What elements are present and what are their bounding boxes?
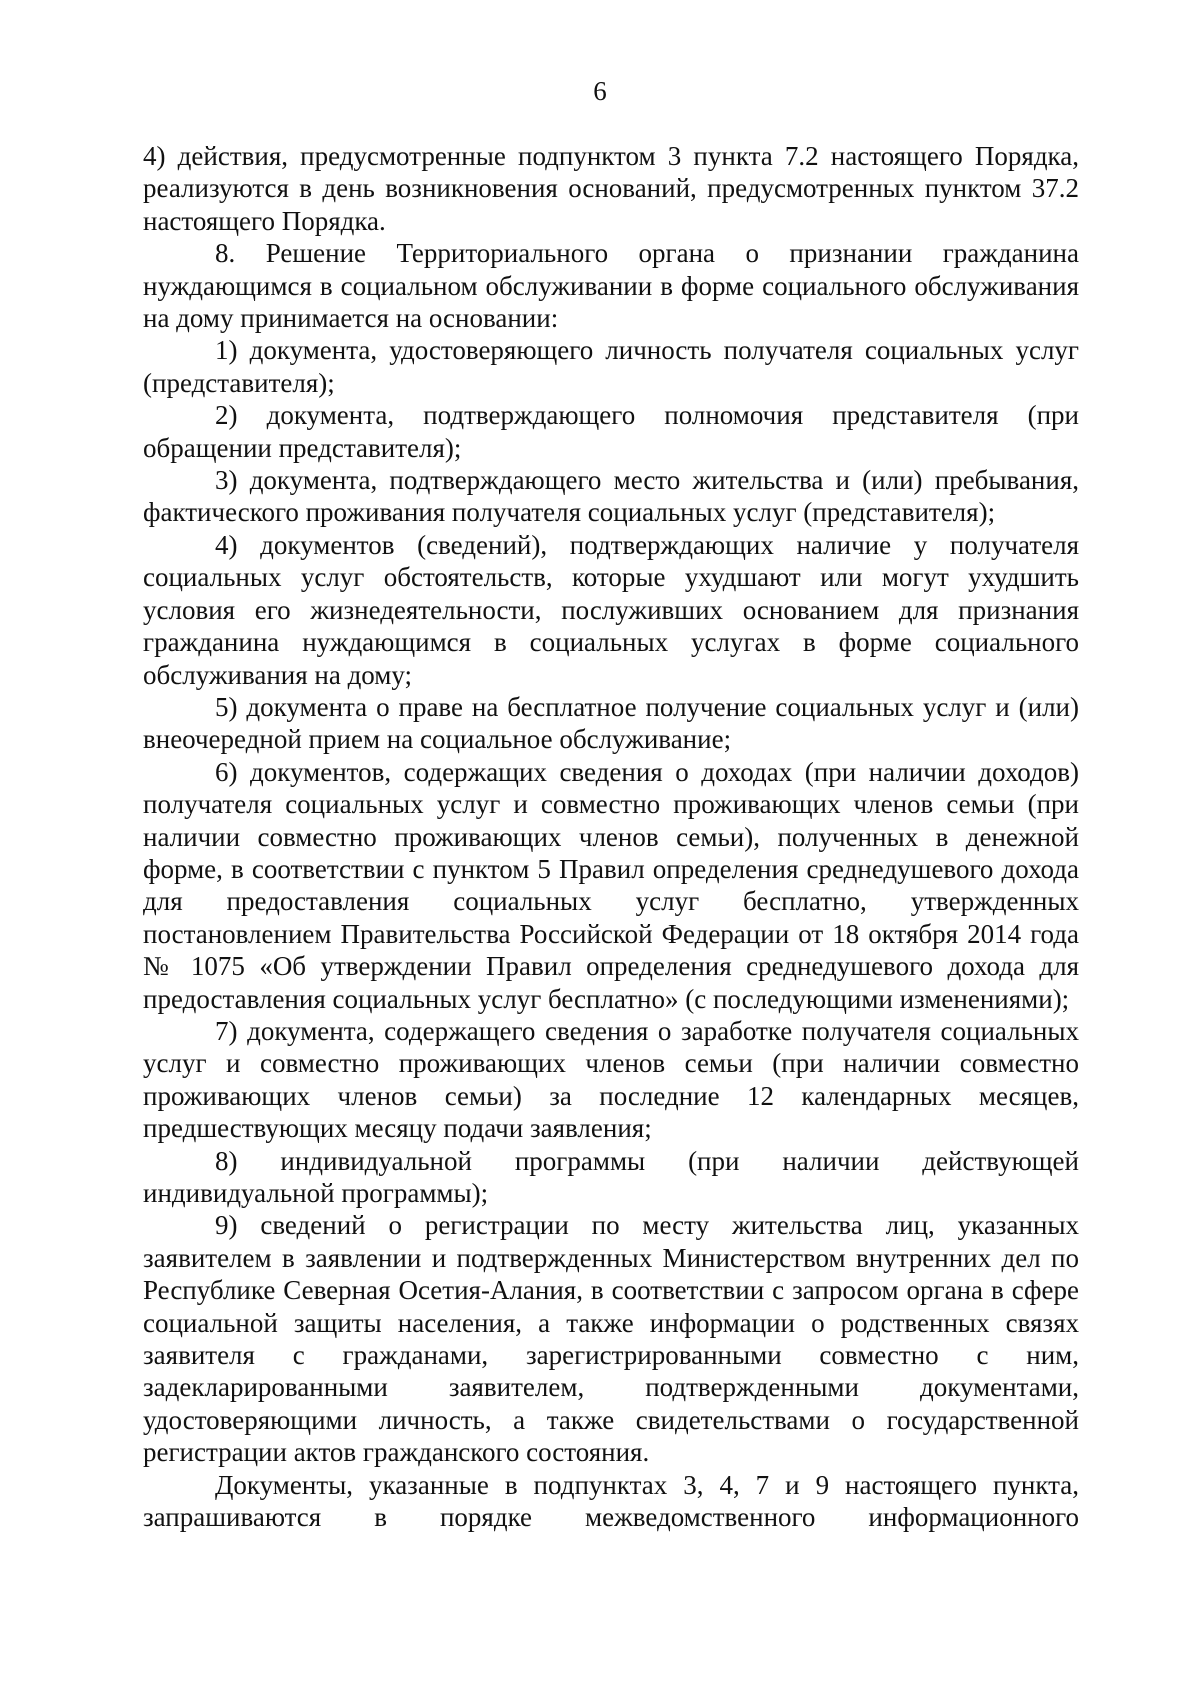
paragraph-subitem-3: 3) документа, подтверждающего место жительства и (или) пребывания, фактического проживания получателя социальных услуг (представителя); xyxy=(143,465,1079,528)
paragraph-subitem-1: 1) документа, удостоверяющего личность получателя социальных услуг (представителя); xyxy=(143,335,1079,398)
paragraph-subitem-4: 4) документов (сведений), подтверждающих наличие у получателя социальных услуг обстоятельств, которые ухудшают или могут ухудшить условия его жизнедеятельности, послуживших основанием для признания гражданина нуждающимся в социальных услугах в форме социального обслуживания на дому; xyxy=(143,529,1079,690)
paragraph-subitem-8: 8) индивидуальной программы (при наличии действующей индивидуальной программы); xyxy=(143,1145,1079,1208)
document-body xyxy=(143,140,1079,1533)
paragraph-subitem-9: 9) сведений о регистрации по месту жительства лиц, указанных заявителем в заявлении и подтвержденных Министерством внутренних дел по Республике Северная Осетия-Алания, в соответствии с запросом органа в сфере социальной защиты населения, а также информации о родственных связях заявителя с гражданами, зарегистрированными совместно с ним, задекларированными заявителем, подтвержденными документами, удостоверяющими личность, а также свидетельствами о государственной регистрации актов гражданского состояния. xyxy=(143,1210,1079,1468)
paragraph-subitem-5: 5) документа о праве на бесплатное получение социальных услуг и (или) внеочередной прием на социальное обслуживание; xyxy=(143,691,1079,755)
paragraph-subitem-7: 7) документа, содержащего сведения о заработке получателя социальных услуг и совместно проживающих членов семьи (при наличии совместно проживающих членов семьи) за последние 12 календарных месяцев, предшествующих месяцу подачи заявления; xyxy=(143,1015,1079,1144)
paragraph-subitem-6: 6) документов, содержащих сведения о доходах (при наличии доходов) получателя социальных услуг и совместно проживающих членов семьи (при наличии совместно проживающих членов семьи), полученных в денежной форме, в соответствии с пунктом 5 Правил определения среднедушевого дохода для предоставления социальных услуг бесплатно, утвержденных постановлением Правительства Российской Федерации от 18 октября 2014 года № 1075 «Об утверждении Правил определения среднедушевого дохода для предоставления социальных услуг бесплатно» (с последующими изменениями); xyxy=(143,756,1079,1014)
paragraph-item-4-continuation: 4) действия, предусмотренные подпунктом 3 пункта 7.2 настоящего Порядка, реализуются в день возникновения оснований, предусмотренных пунктом 37.2 настоящего Порядка. xyxy=(143,141,1079,236)
paragraph-clause-8: 8. Решение Территориального органа о признании гражданина нуждающимся в социальном обслуживании в форме социального обслуживания на дому принимается на основании: xyxy=(143,238,1079,334)
paragraph-documents-request: Документы, указанные в подпунктах 3, 4, 7 и 9 настоящего пункта, запрашиваются в порядке межведомственного информационного xyxy=(143,1469,1079,1533)
page-number: 6 xyxy=(593,76,607,106)
paragraph-subitem-2: 2) документа, подтверждающего полномочия представителя (при обращении представителя); xyxy=(143,400,1079,463)
